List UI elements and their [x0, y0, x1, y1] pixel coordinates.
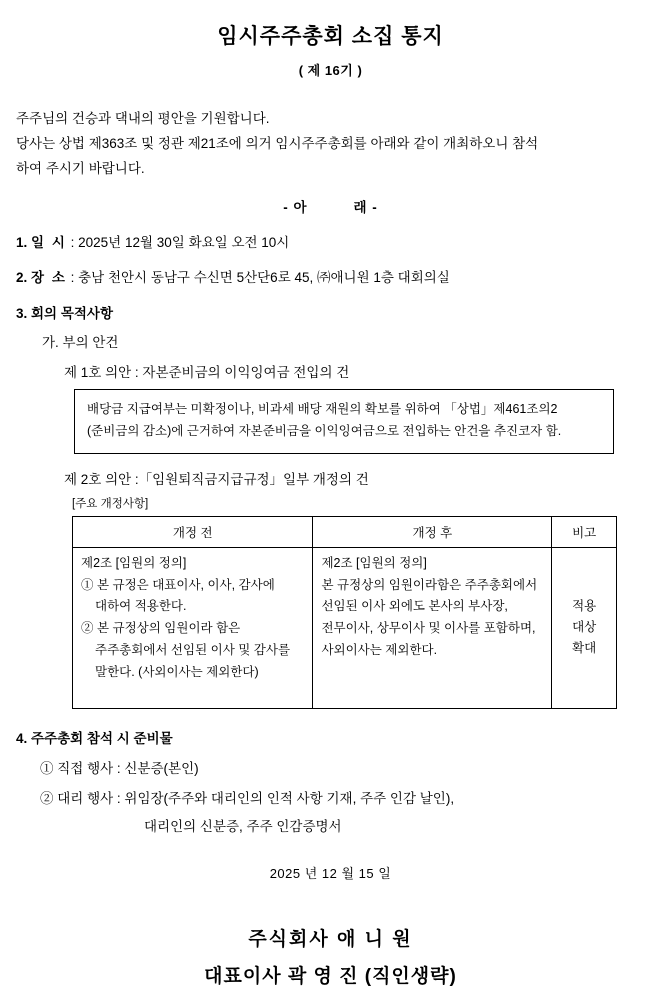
purpose-heading: 3. 회의 목적사항: [16, 305, 114, 321]
item-label-2: 장 소: [31, 269, 67, 285]
table-header-before: 개정 전: [73, 516, 313, 547]
before-line-1: 제2조 [임원의 정의]: [81, 555, 187, 570]
arae-right-text: 래 -: [353, 199, 378, 215]
issue-date: 2025 년 12 월 15 일: [269, 865, 392, 881]
before-line-3: 대하여 적용한다.: [95, 599, 187, 614]
intro-line-2: 당사는 상법 제363조 및 정관 제21조에 의거 임시주주총회를 아래와 같이 개최하오니 참석: [16, 135, 539, 151]
arae-divider: [14, 196, 647, 216]
agenda-2-title: 제 2호 의안 :「임원퇴직금지급규정」일부 개정의 건: [64, 471, 369, 487]
item-number-1: 1.: [16, 234, 28, 250]
after-line-2: 본 규정상의 임원이라함은 주주총회에서: [321, 577, 538, 592]
preparation-heading: 4. 주주총회 참석 시 준비물: [16, 730, 173, 746]
item-number-2: 2.: [16, 269, 28, 285]
agenda-1-title: 제 1호 의안 : 자본준비금의 이익잉여금 전입의 건: [64, 364, 350, 380]
table-header-after: 개정 후: [313, 516, 552, 547]
preparation-item-1: ① 직접 행사 : 신분증(본인): [40, 760, 199, 776]
item-label-1: 일 시: [31, 234, 67, 250]
after-line-5: 사외이사는 제외한다.: [321, 643, 438, 658]
agenda-item-datetime: [14, 231, 647, 251]
table-header-remark: 비고: [552, 516, 617, 547]
company-name: 주식회사 애 니 원: [248, 928, 413, 950]
table-cell-before: [73, 547, 313, 708]
table-cell-after: [313, 547, 552, 708]
revision-comparison-table: [72, 516, 617, 709]
item-value-1: : 2025년 12월 30일 화요일 오전 10시: [70, 234, 290, 250]
intro-line-1: 주주님의 건승과 댁내의 평안을 기원합니다.: [16, 111, 270, 126]
agenda-1-note-line-2: (준비금의 감소)에 근거하여 자본준비금을 이익잉여금으로 전입하는 안건을 추진코자 함.: [87, 423, 562, 438]
agenda-1-note-box: [74, 389, 614, 454]
page-title: 임시주주총회 소집 통지: [217, 25, 444, 48]
page-subtitle: ( 제 16기 ): [298, 63, 363, 78]
ceo-signature: 대표이사 곽 영 진 (직인생략): [204, 965, 457, 987]
table-row: [73, 547, 617, 708]
item-value-2: : 충남 천안시 동남구 수신면 5산단6로 45, ㈜애니원 1층 대회의실: [70, 269, 450, 285]
remark-line-3: 확대: [572, 641, 597, 656]
sub-heading-a: 가. 부의 안건: [42, 334, 119, 350]
preparation-item-2: ② 대리 행사 : 위임장(주주와 대리인의 인적 사항 기재, 주주 인감 날인),: [40, 790, 455, 806]
table-header-row: [73, 516, 617, 547]
before-line-5: 주주총회에서 선임된 이사 및 감사를: [95, 643, 291, 658]
before-line-4: ② 본 규정상의 임원이라 함은: [81, 621, 241, 636]
remark-line-1: 적용: [572, 598, 597, 613]
intro-paragraph: [14, 107, 647, 182]
agenda-1-note-line-1: 배당금 지급여부는 미확정이나, 비과세 배당 재원의 확보를 위하여 「상법」제461조의2: [87, 401, 558, 416]
remark-line-2: 대상: [572, 620, 597, 635]
after-line-3: 선임된 이사 외에도 본사의 부사장,: [321, 599, 508, 614]
before-line-6: 말한다. (사외이사는 제외한다): [95, 665, 259, 680]
major-revisions-label: [주요 개정사항]: [72, 497, 149, 510]
before-line-2: ① 본 규정은 대표이사, 이사, 감사에: [81, 577, 275, 592]
agenda-item-location: [14, 266, 647, 286]
after-line-1: 제2조 [임원의 정의]: [321, 555, 427, 570]
table-cell-remark: [552, 547, 617, 708]
after-line-4: 전무이사, 상무이사 및 이사를 포함하며,: [321, 621, 536, 636]
arae-left-text: - 아: [283, 199, 308, 215]
preparation-item-2-cont: 대리인의 신분증, 주주 인감증명서: [144, 818, 342, 834]
intro-line-3: 하여 주시기 바랍니다.: [16, 160, 145, 176]
